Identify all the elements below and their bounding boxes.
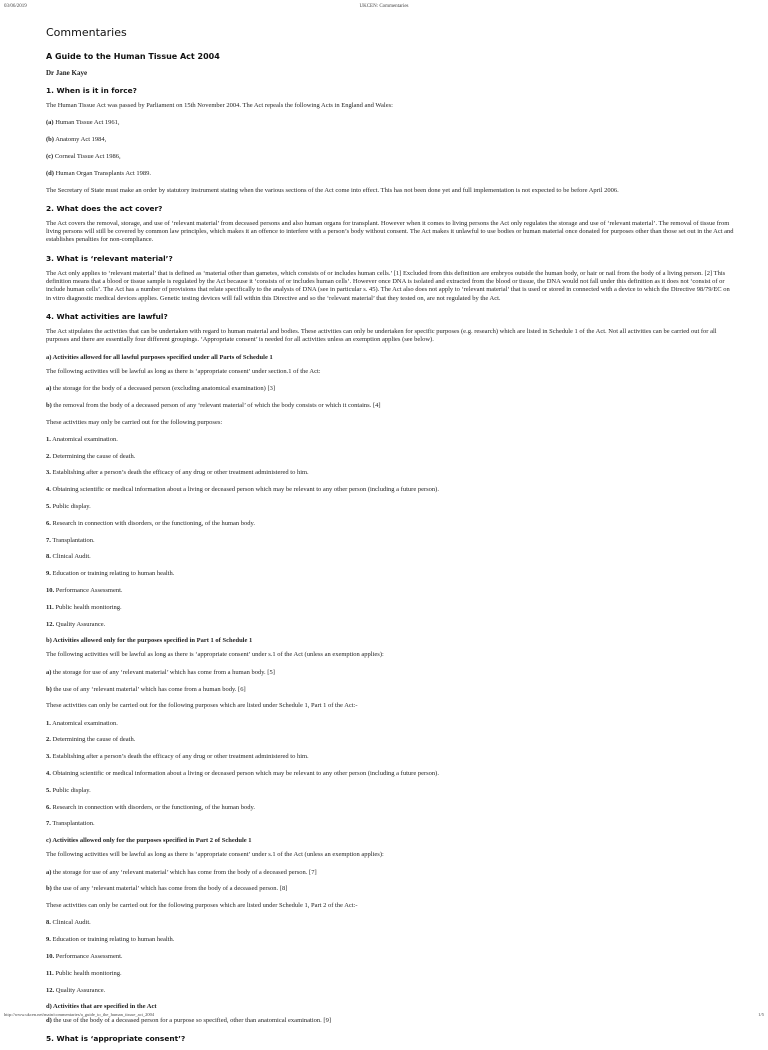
list-item	[46, 820, 734, 828]
page-title: Commentaries	[46, 26, 127, 39]
paragraph: The Human Tissue Act was passed by Parliament on 15th November 2004. The Act repeals the following Acts in England and Wales:	[46, 102, 393, 109]
list-text: the use of any ‘relevant material’ which has come from the body of a deceased person. [8]	[51, 885, 288, 893]
list-text: Human Tissue Act 1961,	[53, 119, 120, 127]
list-item	[46, 469, 734, 477]
print-header	[4, 4, 764, 9]
list-text: the storage for the body of a deceased person (excluding anatomical examination) [3]	[51, 384, 276, 392]
subsection-heading: d) Activities that are specified in the Act	[46, 1003, 157, 1011]
list-text: Performance Assessment.	[54, 587, 123, 595]
list-item	[46, 970, 734, 978]
subsection-heading: b) Activities allowed only for the purposes specified in Part 1 of Schedule 1	[46, 637, 253, 645]
paragraph: These activities may only be carried out for the following purposes:	[46, 418, 223, 426]
list-text: Education or training relating to human health.	[50, 936, 175, 944]
paragraph: The following activities will be lawful as long as there is ‘appropriate consent’ under section.1 of the Act:	[46, 367, 321, 375]
list-label: 1.	[46, 435, 51, 443]
list-text: Transplantation.	[50, 820, 95, 828]
list-label: 10.	[46, 587, 55, 595]
list-text: Public health monitoring.	[53, 603, 122, 611]
list-label: 2.	[46, 736, 51, 744]
list-label: 1.	[46, 719, 51, 727]
paragraph: The Act stipulates the activities that can be undertaken with regard to human material and bodies. These activities can only be undertaken for specific purposes (e.g. research) which are listed in Schedule 1 of the Act. Not all activities can be carried out for all purposes and there are essentially four different groupings. ‘Appropriate consent’ is needed for all activities unless an exemption applies (see below).	[46, 328, 717, 344]
list-item	[46, 486, 734, 494]
list-label: b)	[46, 685, 52, 693]
list-item	[46, 537, 734, 545]
list-item	[46, 604, 734, 612]
list-text: Transplantation.	[50, 536, 95, 544]
list-item	[46, 136, 734, 144]
section-heading: 3. What is ‘relevant material’?	[46, 253, 173, 263]
list-label: 11.	[46, 969, 54, 977]
list-label: 3.	[46, 753, 51, 761]
section-heading: 2. What does the act cover?	[46, 203, 163, 213]
list-text: the use of any ‘relevant material’ which has come from a human body. [6]	[51, 685, 246, 693]
list-item	[46, 770, 734, 778]
list-label: 4.	[46, 770, 51, 778]
list-item	[46, 436, 734, 444]
list-label: a)	[46, 384, 52, 392]
paragraph: The following activities will be lawful as long as there is ‘appropriate consent’ under s.1 of the Act (unless an exemption applies):	[46, 651, 384, 659]
author: Dr Jane Kaye	[46, 69, 88, 77]
list-label: 3.	[46, 469, 51, 477]
list-item	[46, 919, 734, 927]
list-label: 4.	[46, 486, 51, 494]
list-text: Public health monitoring.	[53, 969, 122, 977]
list-item	[46, 153, 734, 161]
list-label: 10.	[46, 953, 55, 961]
list-text: Clinical Audit.	[50, 919, 91, 927]
list-item	[46, 686, 734, 694]
paragraph: The Secretary of State must make an order by statutory instrument stating when the various sections of the Act come into effect. This has not been done yet and full implementation is not expected to be before April 2006.	[46, 186, 619, 194]
list-text: Anatomical examination.	[50, 435, 118, 443]
list-item	[46, 170, 734, 178]
list-label: 5.	[46, 503, 51, 511]
list-text: Human Organ Transplants Act 1989.	[53, 169, 151, 177]
list-label: 8.	[46, 919, 51, 927]
list-label: 11.	[46, 603, 54, 611]
list-text: Public display.	[50, 786, 91, 794]
list-label: 2.	[46, 452, 51, 460]
list-item	[46, 587, 734, 595]
list-label: d)	[46, 1017, 52, 1025]
list-item	[46, 669, 734, 677]
list-item	[46, 753, 734, 761]
list-text: Corneal Tissue Act 1986,	[53, 152, 121, 160]
paragraph: The following activities will be lawful as long as there is ‘appropriate consent’ under s.1 of the Act (unless an exemption applies):	[46, 851, 384, 859]
list-item	[46, 570, 734, 578]
paragraph: These activities can only be carried out for the following purposes which are listed under Schedule 1, Part 2 of the Act:-	[46, 902, 358, 910]
print-date: 03/06/2019	[4, 4, 27, 9]
list-label: 9.	[46, 936, 51, 944]
list-text: the use of the body of a deceased person for a purpose so specified, other than anatomical examination. [9]	[51, 1017, 332, 1025]
list-text: Education or training relating to human health.	[50, 570, 175, 578]
list-text: Research in connection with disorders, or the functioning, of the human body.	[50, 803, 255, 811]
subsection-heading: a) Activities allowed for all lawful purposes specified under all Parts of Schedule 1	[46, 353, 273, 361]
paragraph: The Act covers the removal, storage, and use of ‘relevant material’ from deceased persons and also human organs for transplant. However when it comes to living persons the Act only regulates the storage and use of ‘relevant material’. The removal of tissue from living persons will still be covered by common law principles, which makes it an offence to interfere with a person’s body without consent. The Act makes it unlawful to use bodies or human material once donated for purposes other than those set out in the Act and establishes penalties for non-compliance.	[46, 219, 734, 244]
list-text: Anatomical examination.	[50, 719, 118, 727]
section-heading: 4. What activities are lawful?	[46, 312, 168, 321]
list-label: (b)	[46, 136, 54, 144]
list-item	[46, 787, 734, 795]
paragraph: These activities can only be carried out for the following purposes which are listed under Schedule 1, Part 1 of the Act:-	[46, 702, 358, 710]
list-label: 5.	[46, 786, 51, 794]
list-item	[46, 720, 734, 728]
list-item	[46, 953, 734, 961]
list-text: the storage for use of any ‘relevant material’ which has come from a human body. [5]	[51, 668, 275, 676]
list-item	[46, 402, 734, 410]
list-item	[46, 553, 734, 561]
list-item	[46, 936, 734, 944]
list-text: Establishing after a person’s death the efficacy of any drug or other treatment administered to him.	[50, 469, 309, 477]
list-label: 6.	[46, 803, 51, 811]
list-label: a)	[46, 668, 52, 676]
list-text: the removal from the body of a deceased person of any ‘relevant material’ of which the body consists or which it contains. [4]	[51, 401, 381, 409]
list-label: 6.	[46, 519, 51, 527]
list-item	[46, 885, 734, 893]
list-text: Determining the cause of death.	[50, 452, 136, 460]
list-label: b)	[46, 885, 52, 893]
paragraph: The Act only applies to ‘relevant material’ that is defined as ‘material other than gametes, which consists of or includes human cells.’ [1] Excluded from this definition are embryos outside the human body, or hair or nail from the body of a living person. [2] This definition means that a blood or tissue sample is regulated by the Act because it ‘consists of or includes human cells’. However once DNA is isolated and extracted from the blood or tissue, the DNA would not fall under this definition as it does not ‘consist of or include human cells’. The Act has a number of provisions that relate specifically to the analysis of DNA (see in particular s. 45). The Act also does not apply to ‘relevant material’ that is used or stored in connected with a device to which the Directive 98/79/EC on in vitro diagnostic medical devices applies. Genetic testing devices will fall within this Directive and so the ‘relevant material’ that they tested on, are not regulated by the Act.	[46, 269, 730, 302]
list-text: the storage for use of any ‘relevant material’ which has come from the body of a deceased person. [7]	[51, 868, 317, 876]
list-item	[46, 503, 734, 511]
list-label: (c)	[46, 152, 54, 160]
section-heading: 5. What is ‘appropriate consent’?	[46, 1034, 186, 1044]
list-item	[46, 453, 734, 461]
list-text: Research in connection with disorders, or the functioning, of the human body.	[50, 519, 255, 527]
print-site-title: UKCEN: Commentaries	[359, 4, 409, 9]
list-item	[46, 736, 734, 744]
list-text: Obtaining scientific or medical information about a living or deceased person which may be relevant to any other person (including a future person).	[50, 486, 439, 494]
article	[46, 26, 734, 1050]
print-footer	[4, 1012, 764, 1017]
list-text: Quality Assurance.	[54, 620, 106, 628]
list-label: a)	[46, 868, 52, 876]
list-item	[46, 119, 734, 127]
list-item	[46, 385, 734, 393]
list-item	[46, 987, 734, 995]
list-label: (a)	[46, 119, 54, 127]
list-text: Anatomy Act 1984,	[53, 136, 107, 144]
list-label: 7.	[46, 820, 51, 828]
list-text: Public display.	[50, 503, 91, 511]
list-text: Establishing after a person’s death the efficacy of any drug or other treatment administered to him.	[50, 753, 309, 761]
list-text: Determining the cause of death.	[50, 736, 136, 744]
page-number: 1/5	[758, 1012, 764, 1017]
list-item	[46, 869, 734, 877]
list-label: (d)	[46, 169, 54, 177]
list-label: 9.	[46, 570, 51, 578]
list-text: Performance Assessment.	[54, 953, 123, 961]
section-heading: 1. When is it in force?	[46, 86, 137, 95]
list-label: b)	[46, 401, 52, 409]
list-item	[46, 804, 734, 812]
list-text: Clinical Audit.	[50, 553, 91, 561]
doc-title: A Guide to the Human Tissue Act 2004	[46, 52, 220, 61]
list-text: Quality Assurance.	[54, 986, 106, 994]
list-text: Obtaining scientific or medical information about a living or deceased person which may be relevant to any other person (including a future person).	[50, 770, 439, 778]
list-label: 12.	[46, 620, 55, 628]
list-item	[46, 520, 734, 528]
subsection-heading: c) Activities allowed only for the purposes specified in Part 2 of Schedule 1	[46, 837, 252, 845]
list-item	[46, 621, 734, 629]
list-item	[46, 1017, 734, 1025]
list-label: 8.	[46, 553, 51, 561]
list-label: 7.	[46, 536, 51, 544]
page-url[interactable]: http://www.ukcen.net/main/commentaries/a_guide_to_the_human_tissue_act_2004	[4, 1012, 155, 1017]
list-label: 12.	[46, 986, 55, 994]
